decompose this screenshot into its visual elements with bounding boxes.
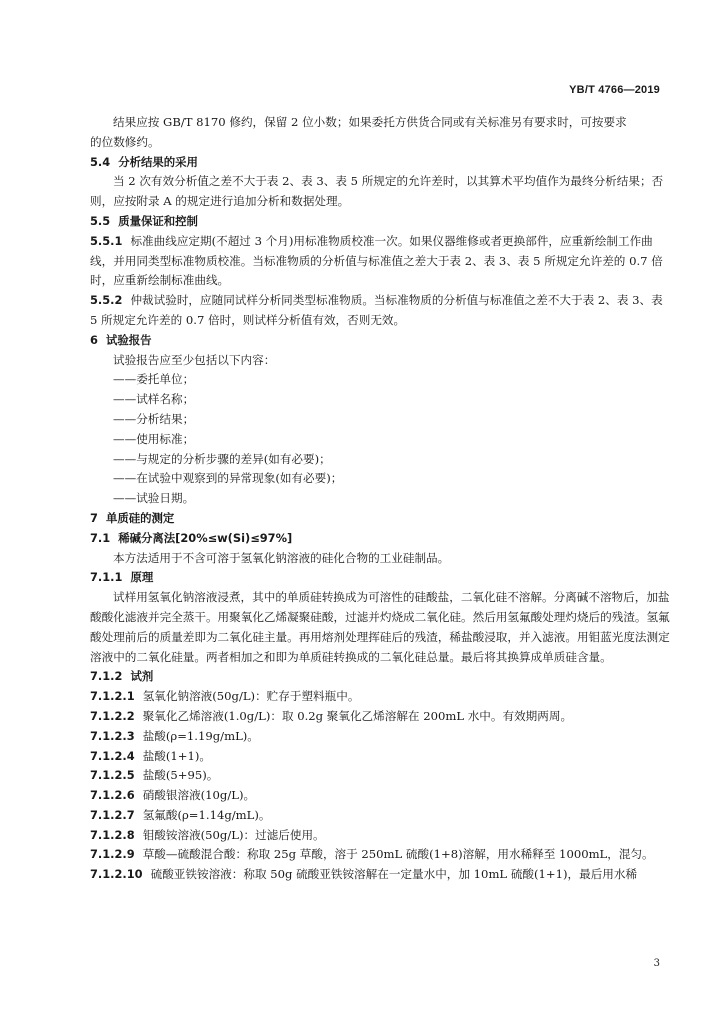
section-number: 7.1.2 bbox=[90, 669, 123, 684]
section-number: 7 bbox=[90, 510, 98, 525]
clause-number: 7.1.2.4 bbox=[90, 748, 135, 763]
section-number: 5.4 bbox=[90, 154, 111, 169]
section-title: 分析结果的采用 bbox=[118, 154, 198, 169]
clause-number: 7.1.2.7 bbox=[90, 807, 135, 822]
clause-number: 7.1.2.5 bbox=[90, 768, 135, 783]
reagent-item bbox=[90, 865, 670, 885]
clause-text: 盐酸(5+95)。 bbox=[142, 768, 219, 783]
clause-number: 7.1.2.3 bbox=[90, 728, 135, 743]
section-title: 试验报告 bbox=[105, 332, 152, 347]
clause-number: 5.5.2 bbox=[90, 293, 123, 308]
paragraph: 试样用氢氧化钠溶液浸煮，其中的单质硅转换成为可溶性的硅酸盐，二氧化硅不溶解。分离碱不溶物后，加盐酸酸化滤液并完全蒸干。用聚氧化乙烯凝聚硅酸，过滤并灼烧成二氧化硅。然后用氢氟酸处理灼烧后的残渣。氢氟酸处理前后的质量差即为二氧化硅主量。再用熔剂处理挥硅后的残渣，稀盐酸浸取，并入滤液。用钼蓝光度法测定溶液中的二氧化硅量。两者相加之和即为单质硅转换成的二氧化硅总量。最后将其换算成单质硅含量。 bbox=[90, 590, 670, 664]
reagent-item bbox=[90, 687, 670, 707]
paragraph: 本方法适用于不含可溶于氢氧化钠溶液的硅化合物的工业硅制品。 bbox=[113, 550, 450, 565]
clause-number: 7.1.2.2 bbox=[90, 708, 135, 723]
clause-number: 7.1.2.6 bbox=[90, 788, 135, 803]
list-item: ——委托单位； bbox=[113, 372, 195, 387]
paragraph: 结果应按 GB/T 8170 修约，保留 2 位小数；如果委托方供货合同或有关标准另有要求时，可按要求 bbox=[113, 115, 627, 129]
clause-text: 标准曲线应定期(不超过 3 个月)用标准物质校准一次。如果仪器维修或者更换部件，应重新绘制工作曲线，并用同类型标准物质校准。当标准物质的分析值与标准值之差大于表 2、表 3、表 5 所规定允许差的 0.7 倍时，应重新绘制标准曲线。 bbox=[90, 233, 663, 288]
standard-number: YB/T 4766—2019 bbox=[569, 84, 660, 96]
section-heading bbox=[90, 212, 670, 232]
clause-text: 硫酸亚铁铵溶液：称取 50g 硫酸亚铁铵溶解在一定量水中，加 10mL 硫酸(1+1)，最后用水稀 bbox=[150, 867, 638, 882]
section-heading bbox=[90, 153, 670, 173]
list-item: ——试样名称； bbox=[113, 392, 195, 407]
reagent-item bbox=[90, 747, 670, 767]
section-heading bbox=[90, 667, 670, 687]
clause-text: 仲裁试验时，应随同试样分析同类型标准物质。当标准物质的分析值与标准值之差不大于表 2、表 3、表 5 所规定允许差的 0.7 倍时，则试样分析值有效，否则无效。 bbox=[90, 293, 663, 327]
section-number: 6 bbox=[90, 332, 98, 347]
clause-text: 草酸—硫酸混合酸：称取 25g 草酸，溶于 250mL 硫酸(1+8)溶解，用水稀释至 1000mL，混匀。 bbox=[142, 847, 654, 862]
reagent-item bbox=[90, 786, 670, 806]
clause-number: 7.1.2.1 bbox=[90, 689, 135, 704]
clause-number: 7.1.2.10 bbox=[90, 867, 143, 882]
section-title: 原理 bbox=[130, 570, 154, 585]
reagent-item bbox=[90, 826, 670, 846]
section-heading bbox=[90, 509, 670, 529]
section-number: 5.5 bbox=[90, 213, 111, 228]
clause-text: 钼酸铵溶液(50g/L)：过滤后使用。 bbox=[142, 827, 325, 842]
clause-text: 硝酸银溶液(10g/L)。 bbox=[142, 788, 256, 803]
clause-text: 聚氧化乙烯溶液(1.0g/L)：取 0.2g 聚氧化乙烯溶解在 200mL 水中。有效期两周。 bbox=[142, 708, 573, 723]
clause-number: 7.1.2.8 bbox=[90, 827, 135, 842]
clause bbox=[90, 232, 670, 291]
clause bbox=[90, 291, 670, 331]
section-heading bbox=[90, 568, 670, 588]
paragraph: 的位数修约。 bbox=[90, 134, 160, 149]
list-item: ——使用标准； bbox=[113, 431, 195, 446]
reagent-item bbox=[90, 727, 670, 747]
section-title: 质量保证和控制 bbox=[118, 213, 198, 228]
list-item: ——在试验中观察到的异常现象(如有必要)； bbox=[113, 471, 343, 486]
paragraph: 试验报告应至少包括以下内容： bbox=[113, 352, 276, 367]
section-title: 试剂 bbox=[130, 669, 154, 684]
section-title: 稀碱分离法[20%≤w(Si)≤97%] bbox=[118, 530, 293, 545]
reagent-item bbox=[90, 806, 670, 826]
reagent-item bbox=[90, 766, 670, 786]
section-heading bbox=[90, 529, 670, 549]
clause-text: 盐酸(ρ=1.19g/mL)。 bbox=[142, 728, 259, 743]
list-item: ——试验日期。 bbox=[113, 491, 195, 506]
list-item: ——分析结果； bbox=[113, 411, 195, 426]
clause-text: 盐酸(1+1)。 bbox=[142, 748, 211, 763]
reagent-item bbox=[90, 845, 670, 865]
page-number: 3 bbox=[653, 958, 660, 969]
section-title: 单质硅的测定 bbox=[105, 510, 175, 525]
clause-text: 氢氟酸(ρ=1.14g/mL)。 bbox=[142, 807, 271, 822]
list-item: ——与规定的分析步骤的差异(如有必要)； bbox=[113, 451, 331, 466]
paragraph: 当 2 次有效分析值之差不大于表 2、表 3、表 5 所规定的允许差时，以其算术平均值作为最终分析结果；否则，应按附录 A 的规定进行追加分析和数据处理。 bbox=[90, 174, 664, 209]
document-body bbox=[90, 113, 670, 885]
section-number: 7.1.1 bbox=[90, 570, 123, 585]
clause-number: 5.5.1 bbox=[90, 233, 123, 248]
reagent-item bbox=[90, 707, 670, 727]
clause-text: 氢氧化钠溶液(50g/L)：贮存于塑料瓶中。 bbox=[142, 689, 360, 704]
section-number: 7.1 bbox=[90, 530, 111, 545]
clause-number: 7.1.2.9 bbox=[90, 847, 135, 862]
section-heading bbox=[90, 331, 670, 351]
